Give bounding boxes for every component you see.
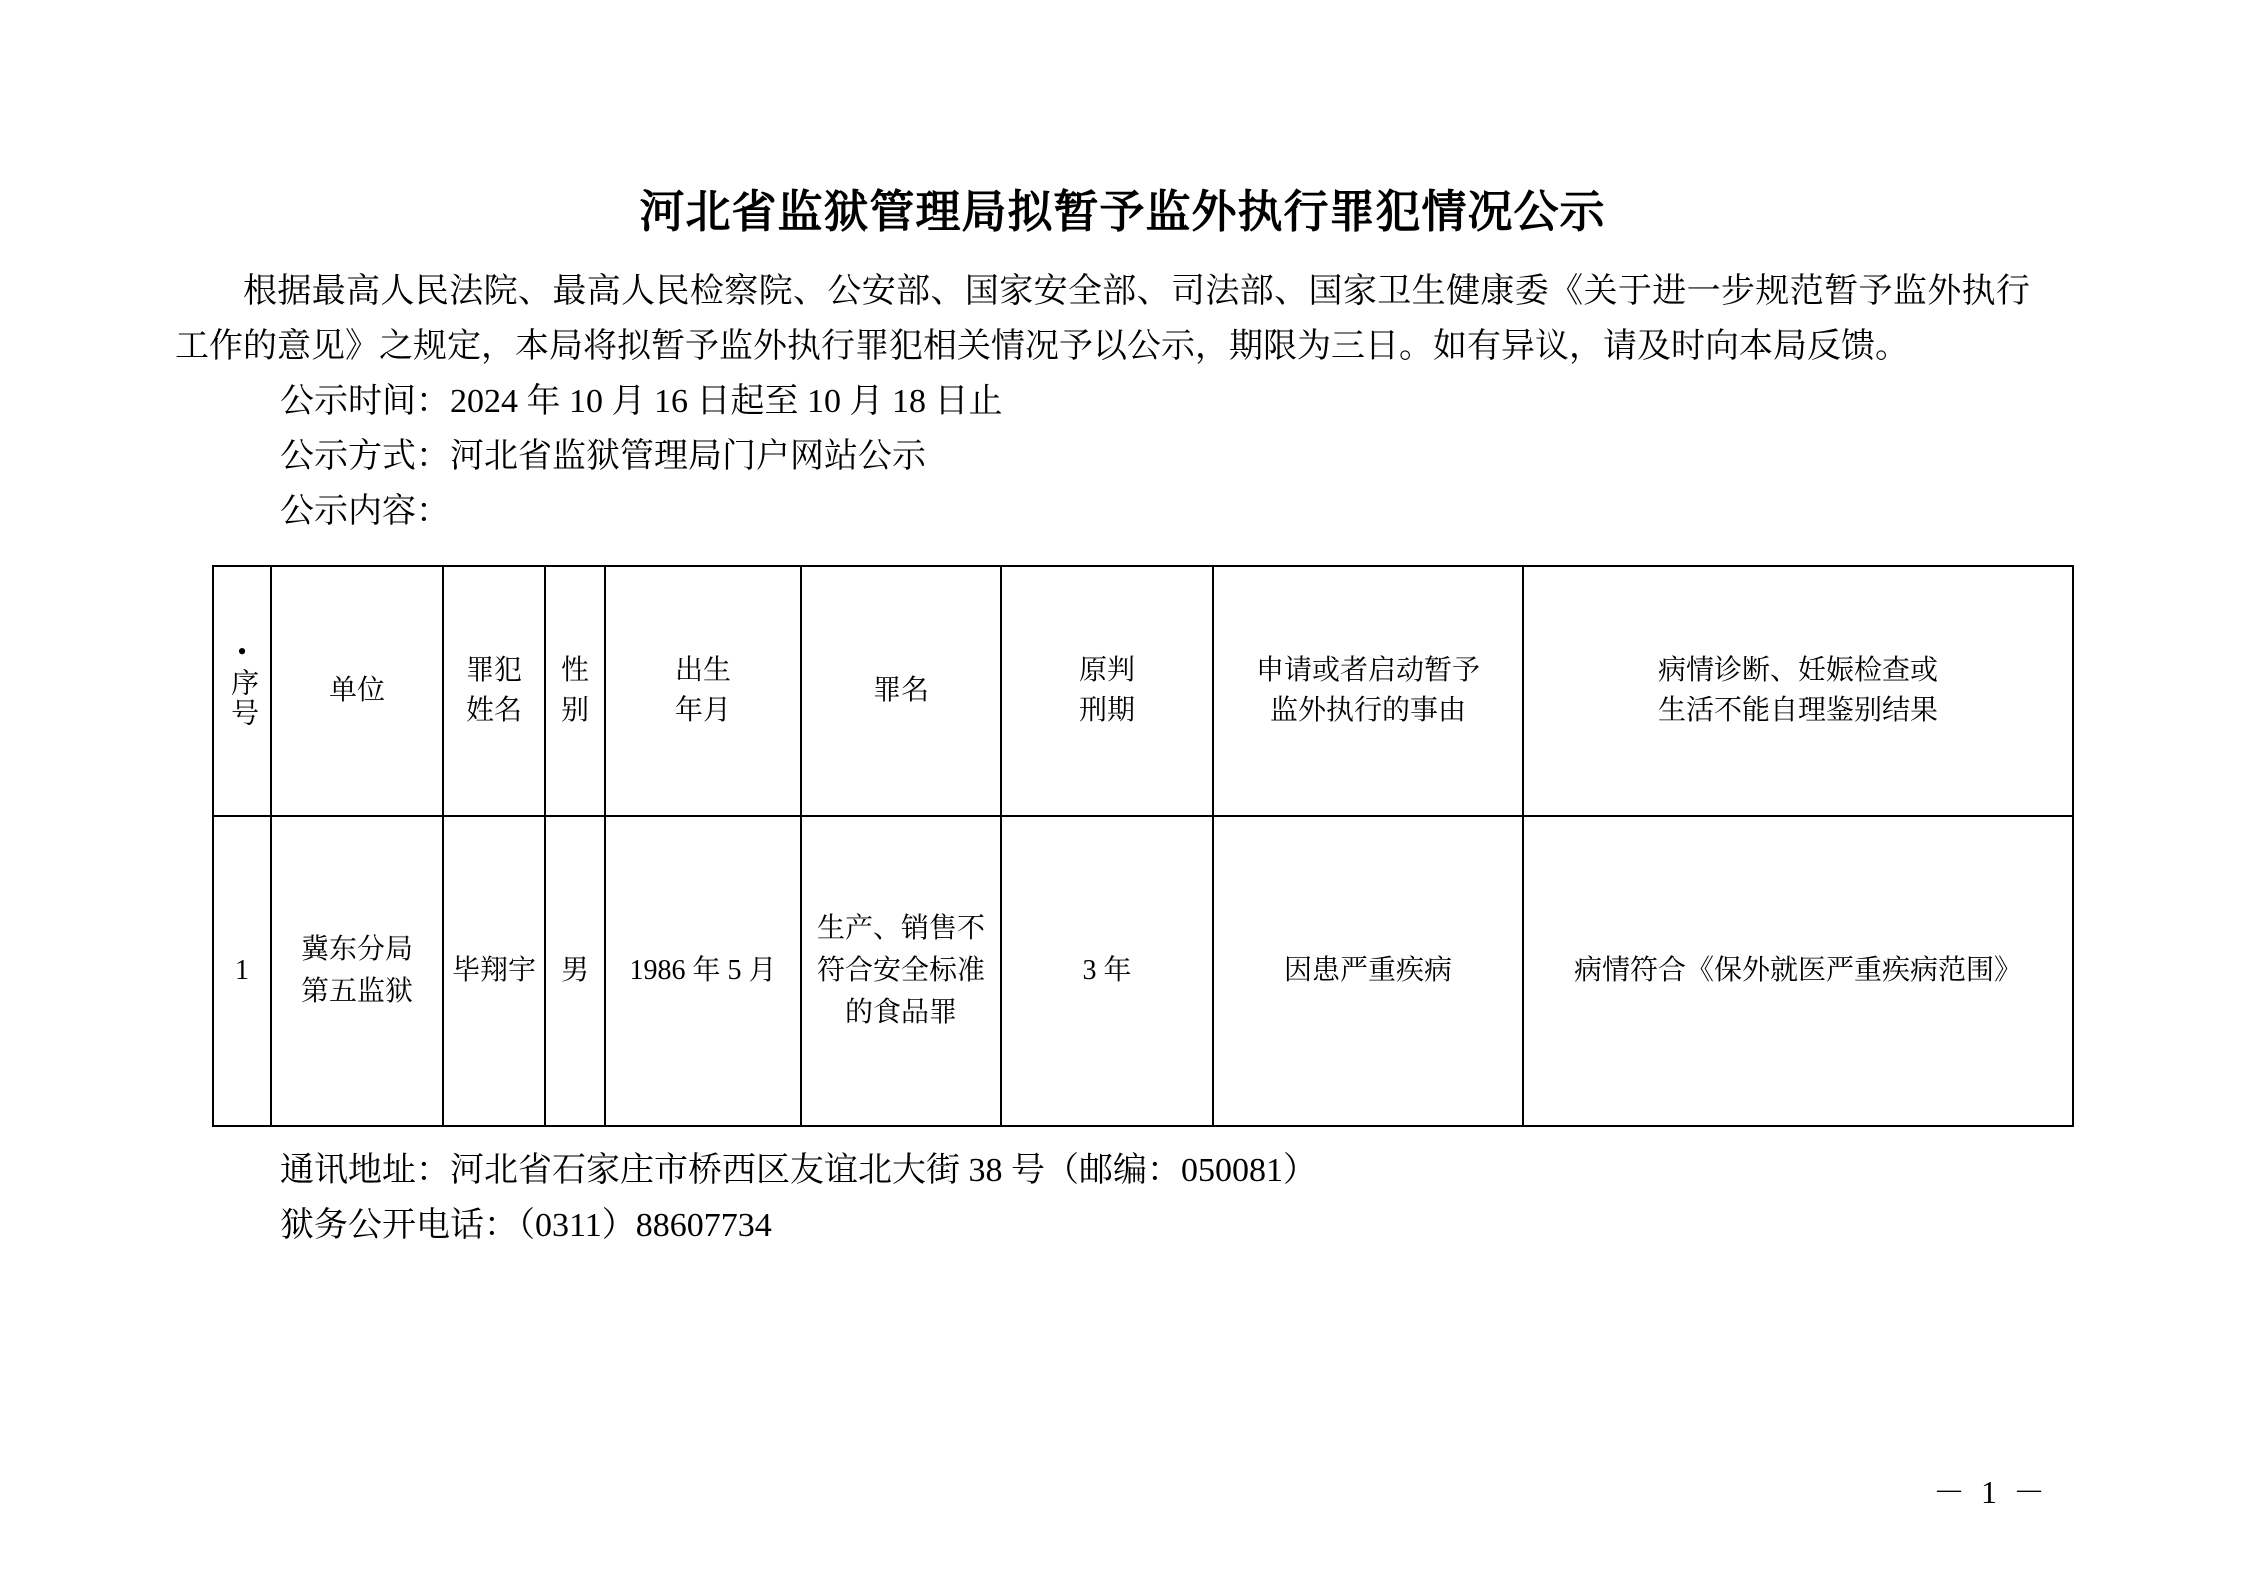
cell-name: 毕翔宇 (443, 816, 545, 1126)
header-crime: 罪名 (801, 566, 1001, 816)
header-diagnosis: 病情诊断、妊娠检查或 生活不能自理鉴别结果 (1523, 566, 2073, 816)
publicity-time-line: 公示时间：2024 年 10 月 16 日起至 10 月 18 日止 (280, 383, 1003, 421)
page-title: 河北省监狱管理局拟暂予监外执行罪犯情况公示 (639, 187, 1606, 237)
intro-paragraph: 根据最高人民法院、最高人民检察院、公安部、国家安全部、司法部、国家卫生健康委《关于进一步规范暂予监外执行工作的意见》之规定，本局将拟暂予监外执行罪犯相关情况予以公示，期限为三日。如有异议，请及时向本局反馈。 (175, 273, 2030, 366)
cell-sex: 男 (545, 816, 605, 1126)
notice-table (212, 565, 2074, 1127)
contact-phone-line: 狱务公开电话：（0311）88607734 (280, 1207, 772, 1245)
cell-birth: 1986 年 5 月 (605, 816, 801, 1126)
header-seq: • 序号 (213, 566, 271, 816)
notice-table-wrapper (0, 565, 2245, 1127)
contact-address-line: 通讯地址：河北省石家庄市桥西区友谊北大街 38 号（邮编：050081） (280, 1152, 1317, 1190)
cell-seq: 1 (213, 816, 271, 1126)
table-row (213, 816, 2073, 1126)
header-birth: 出生 年月 (605, 566, 801, 816)
header-reason: 申请或者启动暂予 监外执行的事由 (1213, 566, 1523, 816)
publicity-content-label: 公示内容： (280, 493, 450, 531)
cell-reason: 因患严重疾病 (1213, 816, 1523, 1126)
header-unit: 单位 (271, 566, 443, 816)
header-name: 罪犯 姓名 (443, 566, 545, 816)
table-header-row (213, 566, 2073, 816)
cell-crime: 生产、销售不符合安全标准的食品罪 (801, 816, 1001, 1126)
bullet-icon: • (237, 636, 247, 666)
cell-term: 3 年 (1001, 816, 1213, 1126)
page-number: － 1 － (1932, 1474, 2049, 1510)
header-term: 原判 刑期 (1001, 566, 1213, 816)
publicity-method-line: 公示方式：河北省监狱管理局门户网站公示 (280, 438, 926, 476)
cell-diagnosis: 病情符合《保外就医严重疾病范围》 (1523, 816, 2073, 1126)
cell-unit: 冀东分局 第五监狱 (271, 816, 443, 1126)
header-sex: 性 别 (545, 566, 605, 816)
